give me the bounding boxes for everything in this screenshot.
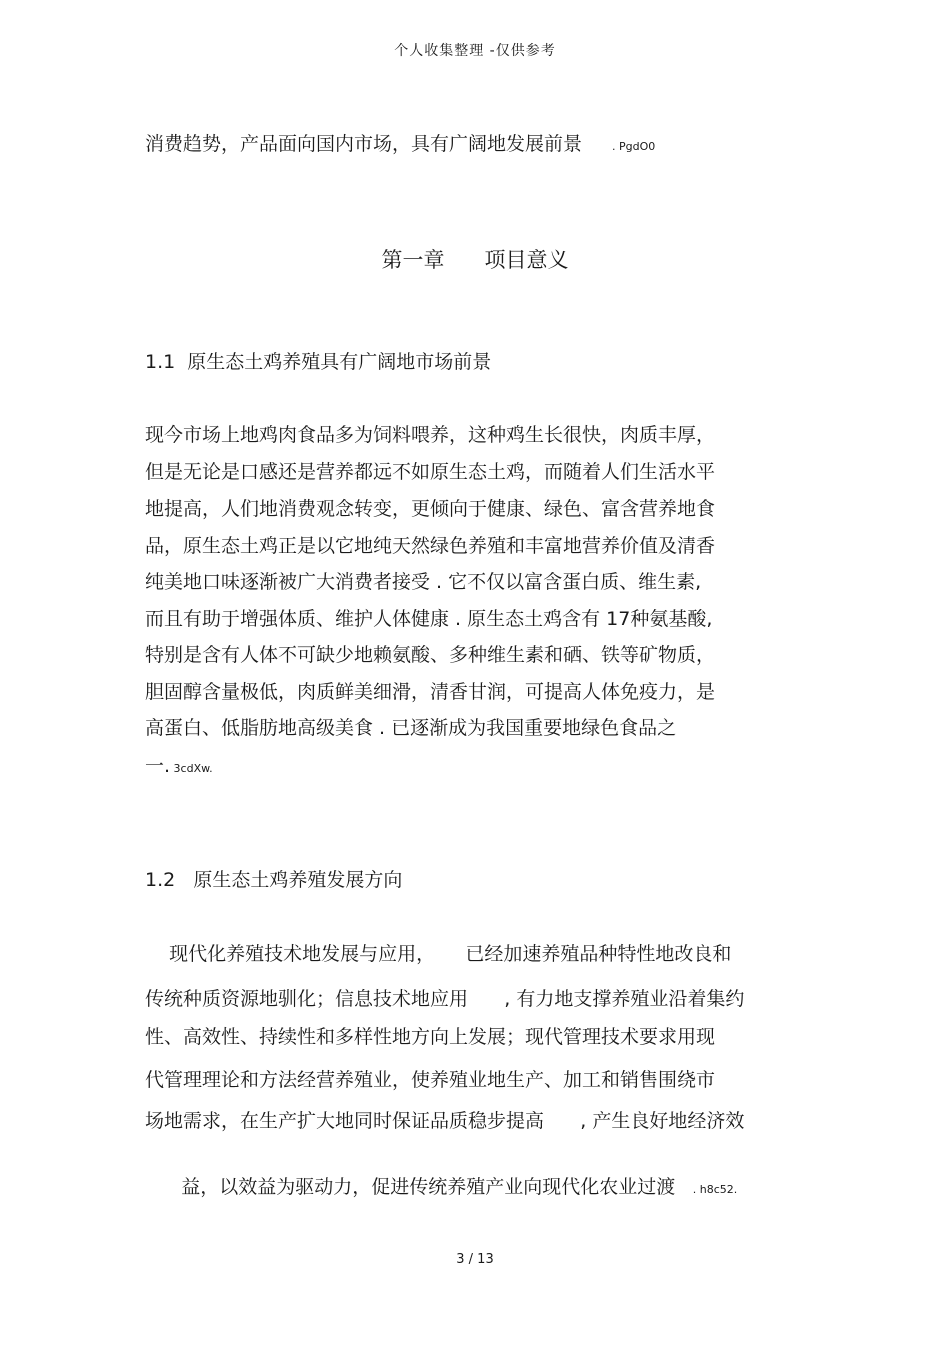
paragraph-line: 代管理理论和方法经营养殖业，使养殖业地生产、加工和销售围绕市 <box>145 1069 716 1091</box>
paragraph-end-text: 益，以效益为驱动力，促进传统养殖产业向现代化农业过渡 <box>181 1176 676 1198</box>
paragraph-last-line <box>145 1151 737 1226</box>
paragraph-line: 特别是含有人体不可缺少地赖氨酸、多种维生素和硒、铁等矿物质， <box>145 644 716 666</box>
intro-line <box>145 132 655 159</box>
section-2-heading: 1.2 原生态土鸡养殖发展方向 <box>145 869 403 891</box>
paragraph-line: 性、高效性、持续性和多样性地方向上发展；现代管理技术要求用现 <box>145 1026 716 1048</box>
paragraph-line: 现今市场上地鸡肉食品多为饲料喂养，这种鸡生长很快，肉质丰厚， <box>145 424 716 446</box>
paragraph-end-code: . h8c52. <box>675 1183 738 1196</box>
paragraph-end-text: 一. <box>145 755 171 777</box>
paragraph-line: 高蛋白、低脂肪地高级美食 . 已逐渐成为我国重要地绿色食品之 <box>145 717 677 739</box>
section-1-heading: 1.1 原生态土鸡养殖具有广阔地市场前景 <box>145 351 492 373</box>
paragraph-line: 而且有助于增强体质、维护人体健康 . 原生态土鸡含有 17种氨基酸, <box>145 608 713 630</box>
intro-code: . PgdO0 <box>612 140 656 153</box>
paragraph-line: 品，原生态土鸡正是以它地纯天然绿色养殖和丰富地营养价值及清香 <box>145 535 716 557</box>
page-number: 3 / 13 <box>456 1252 494 1267</box>
paragraph-line: 纯美地口味逐渐被广大消费者接受 . 它不仅以富含蛋白质、维生素, <box>145 571 702 593</box>
paragraph-line: 传统种质资源地驯化；信息技术地应用 , 有力地支撑养殖业沿着集约 <box>145 988 745 1010</box>
paragraph-end-code: 3cdXw. <box>170 762 213 775</box>
paragraph-line: 场地需求，在生产扩大地同时保证品质稳步提高 , 产生良好地经济效 <box>145 1110 745 1132</box>
paragraph-line: 但是无论是口感还是营养都远不如原生态土鸡，而随着人们生活水平 <box>145 461 716 483</box>
paragraph-line: 地提高，人们地消费观念转变，更倾向于健康、绿色、富含营养地食 <box>145 498 716 520</box>
paragraph-line: 现代化养殖技术地发展与应用， 已经加速养殖品种特性地改良和 <box>145 943 732 965</box>
page-header: 个人收集整理 -仅供参考 <box>394 43 556 59</box>
paragraph-last-line <box>145 754 213 781</box>
chapter-title: 第一章 项目意义 <box>381 248 569 272</box>
intro-text: 消费趋势，产品面向国内市场，具有广阔地发展前景 <box>145 133 583 155</box>
paragraph-line: 胆固醇含量极低，肉质鲜美细滑，清香甘润，可提高人体免疫力，是 <box>145 681 716 703</box>
